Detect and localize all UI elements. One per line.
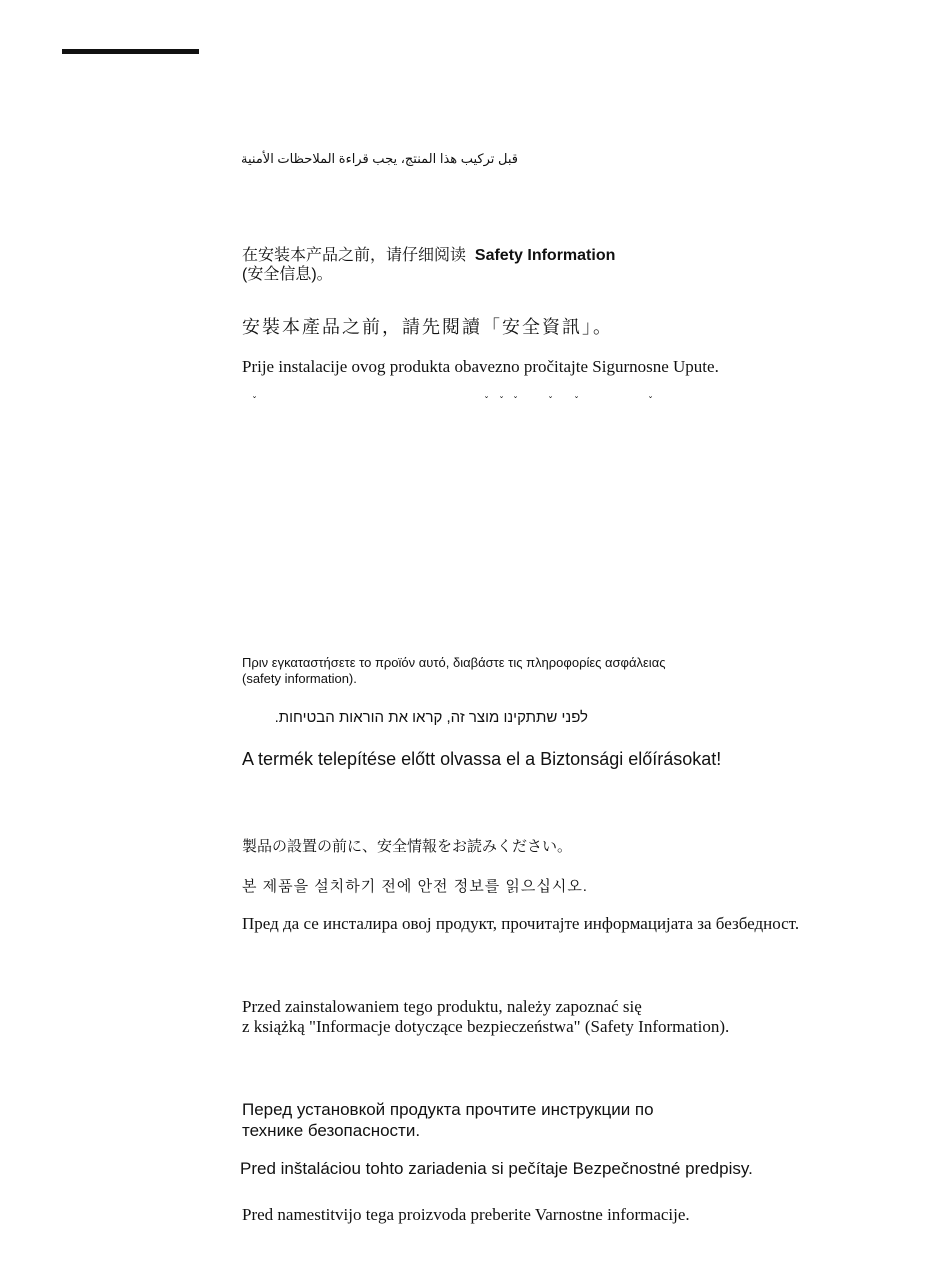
greek-notice-line2: (safety information). [242, 671, 357, 686]
russian-notice-line2: технике безопасности. [242, 1121, 421, 1140]
diacritic-mark: ˇ [548, 396, 553, 407]
korean-notice: 본 제품을 설치하기 전에 안전 정보를 읽으십시오. [242, 878, 588, 895]
hungarian-notice: A termék telepítése előtt olvassa el a Biztonsági előírásokat! [242, 749, 722, 769]
diacritic-mark: ˇ [648, 396, 653, 407]
arabic-notice: قبل تركيب هذا المنتج، يجب قراءة الملاحظات الأمنية [241, 151, 518, 166]
header-rule [62, 49, 199, 54]
polish-notice-line1: Przed zainstalowaniem tego produktu, należy zapoznać się [242, 997, 642, 1016]
safety-information-label: Safety Information [474, 247, 616, 264]
slovak-notice: Pred inštaláciou tohto zariadenia si pečítaje Bezpečnostné predpisy. [240, 1159, 753, 1178]
chinese-traditional-notice: 安裝本產品之前，請先閱讀「安全資訊」。 [242, 317, 613, 337]
chinese-simplified-notice-line2: (安全信息)。 [242, 266, 333, 283]
chinese-simplified-text: 在安装本产品之前，请仔细阅读 [242, 247, 467, 264]
diacritic-mark: ˇ [484, 396, 489, 407]
russian-notice-line1: Перед установкой продукта прочтите инструкции по [242, 1100, 654, 1119]
diacritic-mark: ˇ [499, 396, 504, 407]
japanese-notice: 製品の設置の前に、安全情報をお読みください。 [242, 838, 573, 855]
macedonian-notice: Пред да се инсталира овој продукт, прочитајте информацијата за безбедност. [242, 914, 800, 933]
greek-notice-line1: Πριν εγκαταστήσετε το προϊόν αυτό, διαβάστε τις πληροφορίες ασφάλειας [242, 655, 666, 670]
hebrew-notice: לפני שתתקינו מוצר זה, קראו את הוראות הבטיחות. [274, 709, 588, 726]
diacritic-mark: ˇ [574, 396, 579, 407]
diacritic-marks-row [0, 396, 950, 410]
diacritic-mark: ˇ [513, 396, 518, 407]
diacritic-mark: ˇ [252, 396, 257, 407]
slovenian-notice: Pred namestitvijo tega proizvoda preberite Varnostne informacije. [242, 1205, 690, 1224]
croatian-notice: Prije instalacije ovog produkta obavezno pročitajte Sigurnosne Upute. [242, 357, 719, 376]
polish-notice-line2: z książką "Informacje dotyczące bezpieczeństwa" (Safety Information). [242, 1017, 730, 1036]
